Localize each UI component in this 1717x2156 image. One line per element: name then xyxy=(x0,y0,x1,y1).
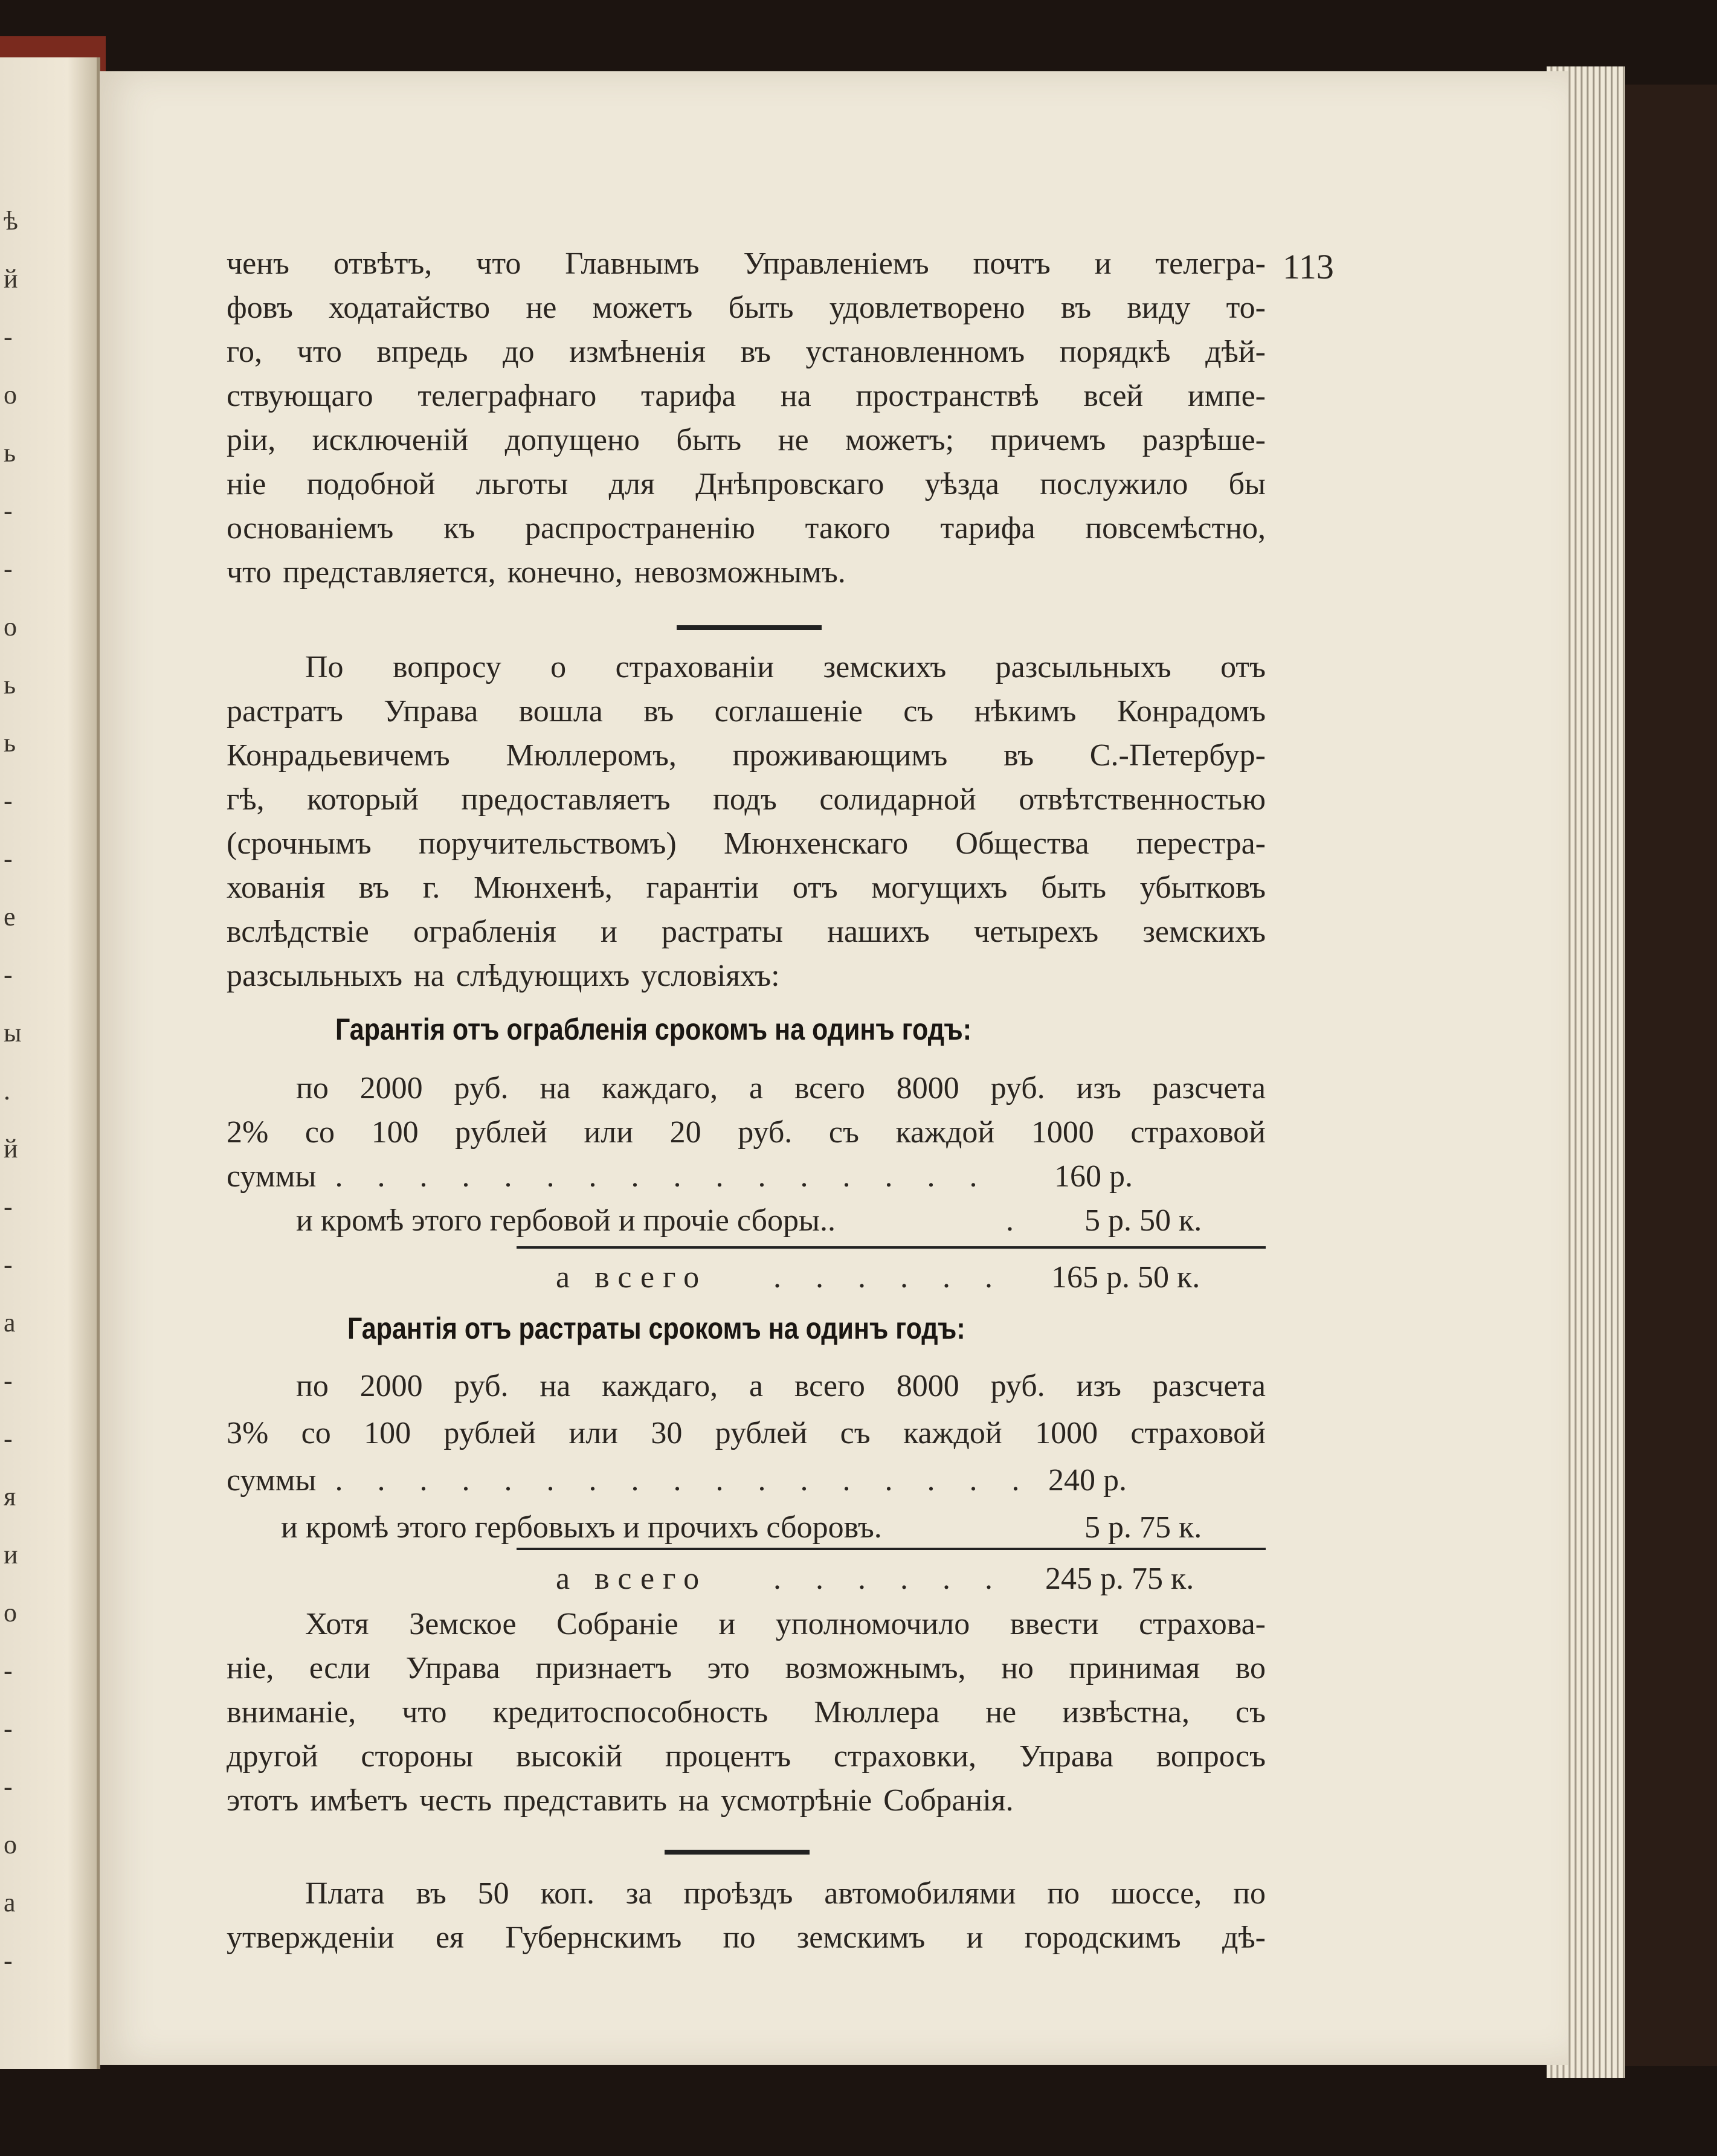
previous-page-edge xyxy=(0,57,100,2069)
text-line: растратъ Управа вошла въ соглашеніе съ нѣкимъ Конрадомъ xyxy=(227,694,1266,729)
fees-label: и кромѣ этого гербовой и прочіе сборы.. xyxy=(296,1203,836,1238)
left-page-fragment: - xyxy=(4,322,13,352)
paragraph-insurance xyxy=(227,645,1266,998)
left-page-fragment: ь xyxy=(4,728,16,758)
embezzlement-total xyxy=(227,1557,1266,1601)
text-line: ченъ отвѣтъ, что Главнымъ Управленіемъ почтъ и телегра- xyxy=(227,246,1266,281)
left-page-fragment: - xyxy=(4,1424,13,1453)
total-rule xyxy=(517,1246,1266,1249)
text-line: ріи, исключеній допущено быть не можетъ; причемъ разрѣше- xyxy=(227,423,1266,457)
left-page-fragment: ь xyxy=(4,438,16,468)
total-rule xyxy=(517,1548,1266,1550)
text-line: фовъ ходатайство не можетъ быть удовлетворено въ виду то- xyxy=(227,291,1266,325)
left-page-fragment: . xyxy=(4,1076,10,1105)
left-page-fragment: - xyxy=(4,844,13,874)
leader-dots: . xyxy=(1006,1203,1014,1238)
left-page-fragment: - xyxy=(4,496,13,526)
text-line: другой стороны высокій процентъ страховки, Управа вопросъ xyxy=(227,1739,1266,1774)
fees-amount: 5 р. 50 к. xyxy=(1084,1203,1202,1238)
text-line: вслѣдствіе ограбленія и растраты нашихъ четырехъ земскихъ xyxy=(227,915,1266,949)
text-line: хованія въ г. Мюнхенѣ, гарантіи отъ могущихъ быть убытковъ xyxy=(227,870,1266,905)
sum-label: суммы xyxy=(227,1463,317,1498)
text-line: гѣ, который предоставляетъ подъ солидарной отвѣтственностью xyxy=(227,782,1266,817)
left-page-fragment: ы xyxy=(4,1018,22,1047)
text-line: основаніемъ къ распространенію такого тарифа повсемѣстно, xyxy=(227,511,1266,545)
sum-amount: 240 р. xyxy=(1048,1463,1127,1498)
sum-label: суммы xyxy=(227,1159,317,1194)
text-line: 3% со 100 рублей или 30 рублей съ каждой 1000 страховой xyxy=(227,1416,1266,1450)
text-line: ствующаго телеграфнаго тарифа на пространствѣ всей импе- xyxy=(227,379,1266,413)
left-page-fragment: а xyxy=(4,1888,16,1917)
left-page-fragment: о xyxy=(4,1830,17,1859)
left-page-fragment: и xyxy=(4,1540,18,1569)
text-line: ніе подобной льготы для Днѣпровскаго уѣзда послужило бы xyxy=(227,467,1266,501)
left-page-fragment: а xyxy=(4,1308,16,1337)
left-page-fragment: - xyxy=(4,1656,13,1685)
text-line: Конрадьевичемъ Мюллеромъ, проживающимъ въ С.-Петербур- xyxy=(227,738,1266,773)
leader-dots: . . . . . . . . . . . . . . . . . xyxy=(335,1463,1033,1498)
left-page-fragment: ь xyxy=(4,670,16,700)
left-page-fragment: - xyxy=(4,1250,13,1279)
left-page-fragment: о xyxy=(4,380,17,410)
left-page-fragment: о xyxy=(4,612,17,642)
paragraph-toll xyxy=(227,1871,1266,1960)
left-page-fragment: - xyxy=(4,960,13,990)
paragraph-assembly xyxy=(227,1602,1266,1823)
embezzlement-terms xyxy=(227,1364,1266,1545)
text-line: Плата въ 50 коп. за проѣздъ автомобилями по шоссе, по xyxy=(305,1876,1266,1911)
text-line: По вопросу о страхованіи земскихъ разсыльныхъ отъ xyxy=(305,650,1266,684)
left-page-fragment: й xyxy=(4,1134,18,1163)
left-page-fragment: - xyxy=(4,1946,13,1975)
robbery-total xyxy=(227,1255,1266,1299)
text-line: утвержденіи ея Губернскимъ по земскимъ и городскимъ дѣ- xyxy=(227,1920,1266,1955)
embezzlement-heading: Гарантія отъ растраты срокомъ на одинъ годъ: xyxy=(347,1311,965,1345)
text-line: (срочнымъ поручительствомъ) Мюнхенскаго Общества перестра- xyxy=(227,826,1266,861)
left-page-fragment: - xyxy=(4,1772,13,1801)
text-line: вниманіе, что кредитоспособность Мюллера не извѣстна, съ xyxy=(227,1695,1266,1730)
left-page-fragment: о xyxy=(4,1598,17,1627)
left-page-fragment: - xyxy=(4,786,13,816)
leader-dots: . . . . . . . . . . . . . . . . xyxy=(335,1159,991,1194)
robbery-heading: Гарантія отъ ограбленія срокомъ на одинъ годъ: xyxy=(335,1012,972,1046)
text-line: 2% со 100 рублей или 20 руб. съ каждой 1000 страховой xyxy=(227,1115,1266,1150)
sum-row xyxy=(227,1154,990,1199)
left-page-fragment: я xyxy=(4,1482,16,1511)
text-line: по 2000 руб. на каждаго, а всего 8000 руб. изъ разсчета xyxy=(296,1071,1266,1105)
left-page-fragment: ѣ xyxy=(4,206,18,236)
leader-dots: . . . . . . xyxy=(773,1562,1006,1596)
text-line: что представляется, конечно, невозможнымъ. xyxy=(227,555,846,590)
left-page-fragment: й xyxy=(4,264,18,294)
left-page-fragment: е xyxy=(4,902,16,932)
text-line: этотъ имѣетъ честь представить на усмотрѣніе Собранія. xyxy=(227,1783,1014,1818)
total-label: а всего xyxy=(556,1260,708,1295)
fees-label: и кромѣ этого гербовыхъ и прочихъ сборовъ. xyxy=(281,1510,882,1545)
leader-dots: . . . . . . xyxy=(773,1260,1006,1295)
section-divider xyxy=(665,1850,810,1855)
paragraph-telegraph xyxy=(227,242,1266,594)
text-line: по 2000 руб. на каждаго, а всего 8000 руб. изъ разсчета xyxy=(296,1369,1266,1403)
page-number: 113 xyxy=(1283,247,1334,286)
section-divider xyxy=(677,625,822,630)
total-label: а всего xyxy=(556,1562,708,1596)
total-amount: 245 р. 75 к. xyxy=(1045,1562,1194,1596)
left-page-fragment: - xyxy=(4,554,13,584)
text-line: разсыльныхъ на слѣдующихъ условіяхъ: xyxy=(227,959,780,993)
total-amount: 165 р. 50 к. xyxy=(1051,1260,1200,1295)
left-page-fragment: - xyxy=(4,1192,13,1221)
text-line: го, что впредь до измѣненія въ установленномъ порядкѣ дѣй- xyxy=(227,335,1266,369)
left-page-fragment: - xyxy=(4,1714,13,1743)
sum-row xyxy=(227,1458,1032,1502)
text-line: ніе, если Управа признаетъ это возможнымъ, но принимая во xyxy=(227,1651,1266,1685)
text-line: Хотя Земское Собраніе и уполномочило ввести страхова- xyxy=(305,1607,1266,1641)
book-cover-edge xyxy=(1625,85,1717,2066)
sum-amount: 160 р. xyxy=(1054,1159,1133,1194)
fees-amount: 5 р. 75 к. xyxy=(1084,1510,1202,1545)
left-page-fragment: - xyxy=(4,1366,13,1395)
